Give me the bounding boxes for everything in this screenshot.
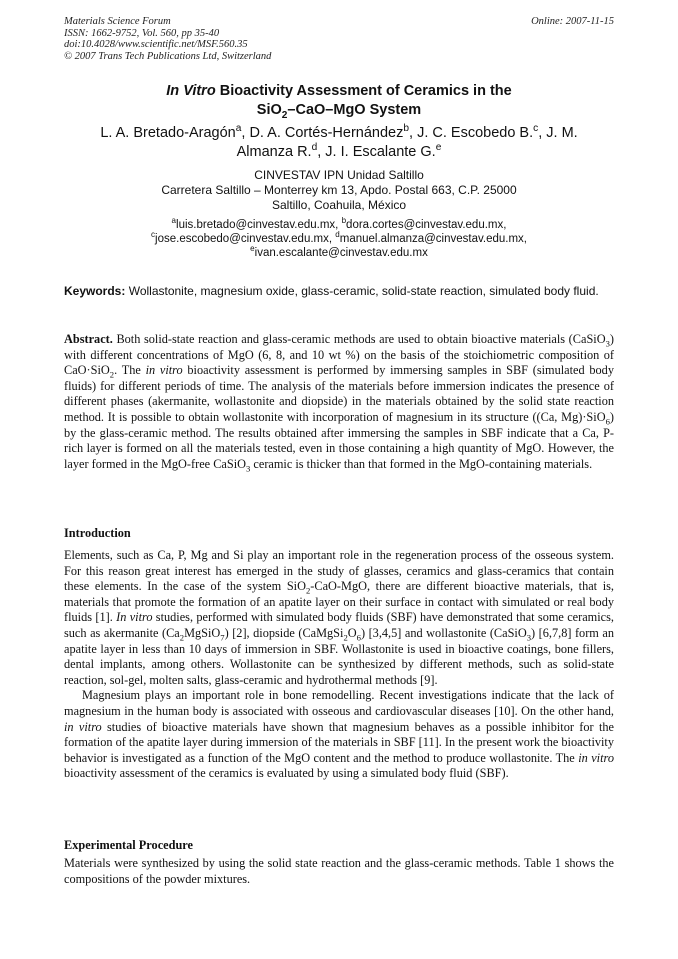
title-formula-sub: 2 (281, 109, 288, 121)
online-date: Online: 2007-11-15 (531, 16, 614, 27)
publication-info (64, 16, 271, 62)
subscript: 3 (605, 338, 610, 349)
doi-line: doi:10.4028/www.scientific.net/MSF.560.35 (64, 39, 248, 50)
body-text: Magnesium plays an important role in bone remodelling. Recent investigations indicate that the lack of magnesium in the human body is associated with osseous and cardiovascular diseases [10]. On the other hand, (64, 688, 614, 718)
author-line-2: Almanza R.$^d$, J. I. Escalante G.$^e$ (236, 142, 442, 160)
title-italic: In Vitro (166, 83, 216, 99)
title-formula-a: SiO (256, 102, 282, 118)
body-text: ) [2], diopside (CaMgSi (224, 625, 344, 640)
author-sup: c (533, 123, 539, 135)
section-heading-introduction: Introduction (64, 526, 131, 540)
journal-name: Materials Science Forum (64, 16, 171, 27)
author-list (0, 124, 678, 162)
author-sup: a (235, 123, 242, 135)
title-line-1 (0, 82, 678, 101)
body-text: ) [6,7,8] form an apatite layer in less than 10 days of immersion in SBF. Wollastonite is used in bioactive coatings, bone fillers, dental implants, among others. Wollastonite can be synthesized by different methods, such as solid-state reaction, sol-gel, molten salts, glass-ceramic and hydrothermal methods [9]. (64, 625, 614, 687)
introduction-body (64, 548, 614, 782)
author-name: J. C. Escobedo B. (417, 125, 534, 141)
subscript: 6 (605, 416, 610, 427)
body-text: Elements, such as Ca, P, Mg and Si play an important role in the regeneration process of the osseous system. For this reason great interest has emerged in the study of glasses, ceramics and glass-ceramics that contain these elements. In the case of the system SiO (64, 548, 614, 594)
email-sup: c (151, 230, 156, 240)
section-heading-experimental: Experimental Procedure (64, 838, 193, 852)
abstract-text: ceramic is thicker than that formed in the MgO-containing materials. (250, 456, 593, 471)
body-text: studies of bioactive materials have shown that magnesium behaves as a possible inhibitor for the formation of the apatite layer during immersion of the materials in SBF [11]. In the present work the bioactivity behavior is investigated as a function of the MgO content and the method to produce wollastonite. The (64, 719, 614, 765)
email-link[interactable]: manuel.almanza@cinvestav.edu.mx, (339, 233, 527, 245)
body-italic: in vitro (578, 750, 614, 765)
email-link[interactable]: ivan.escalante@cinvestav.edu.mx (254, 247, 428, 259)
copyright-line: © 2007 Trans Tech Publications Ltd, Switzerland (64, 50, 272, 62)
body-text: bioactivity assessment of the ceramics is evaluated by using a simulated body fluid (SBF). (64, 766, 509, 781)
subscript: 3 (526, 632, 532, 643)
experimental-body (64, 856, 614, 887)
affiliation-line: Carretera Saltillo – Monterrey km 13, Apdo. Postal 663, C.P. 25000 (161, 183, 517, 197)
email-sup: e (250, 244, 255, 254)
subscript: 7 (220, 632, 225, 643)
subscript: 3 (246, 463, 251, 474)
email-sup: a (171, 216, 177, 226)
email-sup: d (335, 230, 340, 240)
body-italic: in vitro (64, 719, 102, 734)
body-italic: In vitro (116, 610, 153, 625)
abstract-text: ) by the glass-ceramic method. The results obtained after immersing the samples in SBF indicate that a Ca, P-rich layer is formed on all the materials tested, even in those containing a high quantity of MgO. However, the layer formed in the MgO-free CaSiO (64, 409, 614, 471)
author-sup: e (435, 142, 442, 154)
abstract (64, 332, 614, 472)
body-text: -CaO-MgO, there are different bioactive materials, that is, materials that promote the formation of an apatite layer on their surface in contact with simulated or real body fluids [1]. (64, 579, 614, 625)
keywords (64, 284, 614, 299)
author-line-1: L. A. Bretado-Aragón$^a$, D. A. Cortés-Hernández$^b$, J. C. Escobedo B.$^c$, J. M. (100, 123, 578, 141)
email-line-2 (0, 232, 678, 246)
author-sup: d (311, 142, 318, 154)
author-sup: b (403, 123, 410, 135)
email-link[interactable]: luis.bretado@cinvestav.edu.mx, (176, 219, 339, 231)
abstract-label: Abstract. (64, 332, 113, 346)
subscript: 2 (179, 632, 185, 643)
author-name: J. I. Escalante G. (325, 144, 436, 160)
keywords-label: Keywords: (64, 284, 126, 298)
author-name: L. A. Bretado-Aragón (100, 125, 236, 141)
title-line-2 (0, 101, 678, 120)
affiliation (0, 168, 678, 213)
email-list (0, 218, 678, 260)
email-link[interactable]: jose.escobedo@cinvestav.edu.mx, (155, 233, 333, 245)
author-name: D. A. Cortés-Hernández (249, 125, 404, 141)
subscript: 2 (305, 585, 311, 596)
keywords-text: Wollastonite, magnesium oxide, glass-ceramic, solid-state reaction, simulated body fluid. (128, 284, 599, 298)
abstract-text: bioactivity assessment is performed by immersing samples in SBF (simulated body fluids) for different periods of time. The analysis of the materials before immersion indicates the presence of different phases (akermanite, wollastonite and diopside) in the materials obtained by the solid state reaction method. It is possible to obtain wollastonite with incorporation of magnesium in its structure ((Ca, Mg)·SiO (64, 363, 614, 424)
intro-paragraph-2 (64, 688, 614, 782)
paper-title (0, 82, 678, 120)
affiliation-line: Saltillo, Coahuila, México (271, 198, 407, 212)
body-text: MgSiO (184, 625, 221, 640)
intro-paragraph-1 (64, 548, 614, 688)
email-link[interactable]: dora.cortes@cinvestav.edu.mx, (346, 219, 507, 231)
affiliation-line: CINVESTAV IPN Unidad Saltillo (254, 168, 424, 182)
abstract-text: Both solid-state reaction and glass-ceramic methods are used to obtain bioactive materials (CaSiO (116, 332, 606, 346)
abstract-text: ) with different concentrations of MgO (6, 8, and 10 wt %) on the basis of the stoichiometric composition of CaO·SiO (64, 332, 614, 378)
issn-line: ISSN: 1662-9752, Vol. 560, pp 35-40 (64, 27, 220, 39)
body-text: studies, performed with simulated body fluids (SBF) have demonstrated that some ceramics, such as akermanite (Ca (64, 610, 614, 640)
body-text: O (347, 625, 357, 640)
subscript: 2 (109, 369, 115, 380)
subscript: 2 (343, 632, 348, 643)
subscript: 6 (356, 632, 361, 643)
title-rest: Bioactivity Assessment of Ceramics in the (219, 83, 512, 99)
abstract-italic: in vitro (145, 363, 183, 378)
title-formula-b: –CaO–MgO System (287, 102, 422, 118)
email-sup: b (341, 216, 347, 226)
body-text: ) [3,4,5] and wollastonite (CaSiO (360, 625, 527, 640)
abstract-text: . The (114, 363, 146, 378)
email-line-3 (0, 246, 678, 260)
exp-paragraph-1: Materials were synthesized by using the solid state reaction and the glass-ceramic methods. Table 1 shows the compositions of the powder mixtures. (64, 856, 614, 886)
